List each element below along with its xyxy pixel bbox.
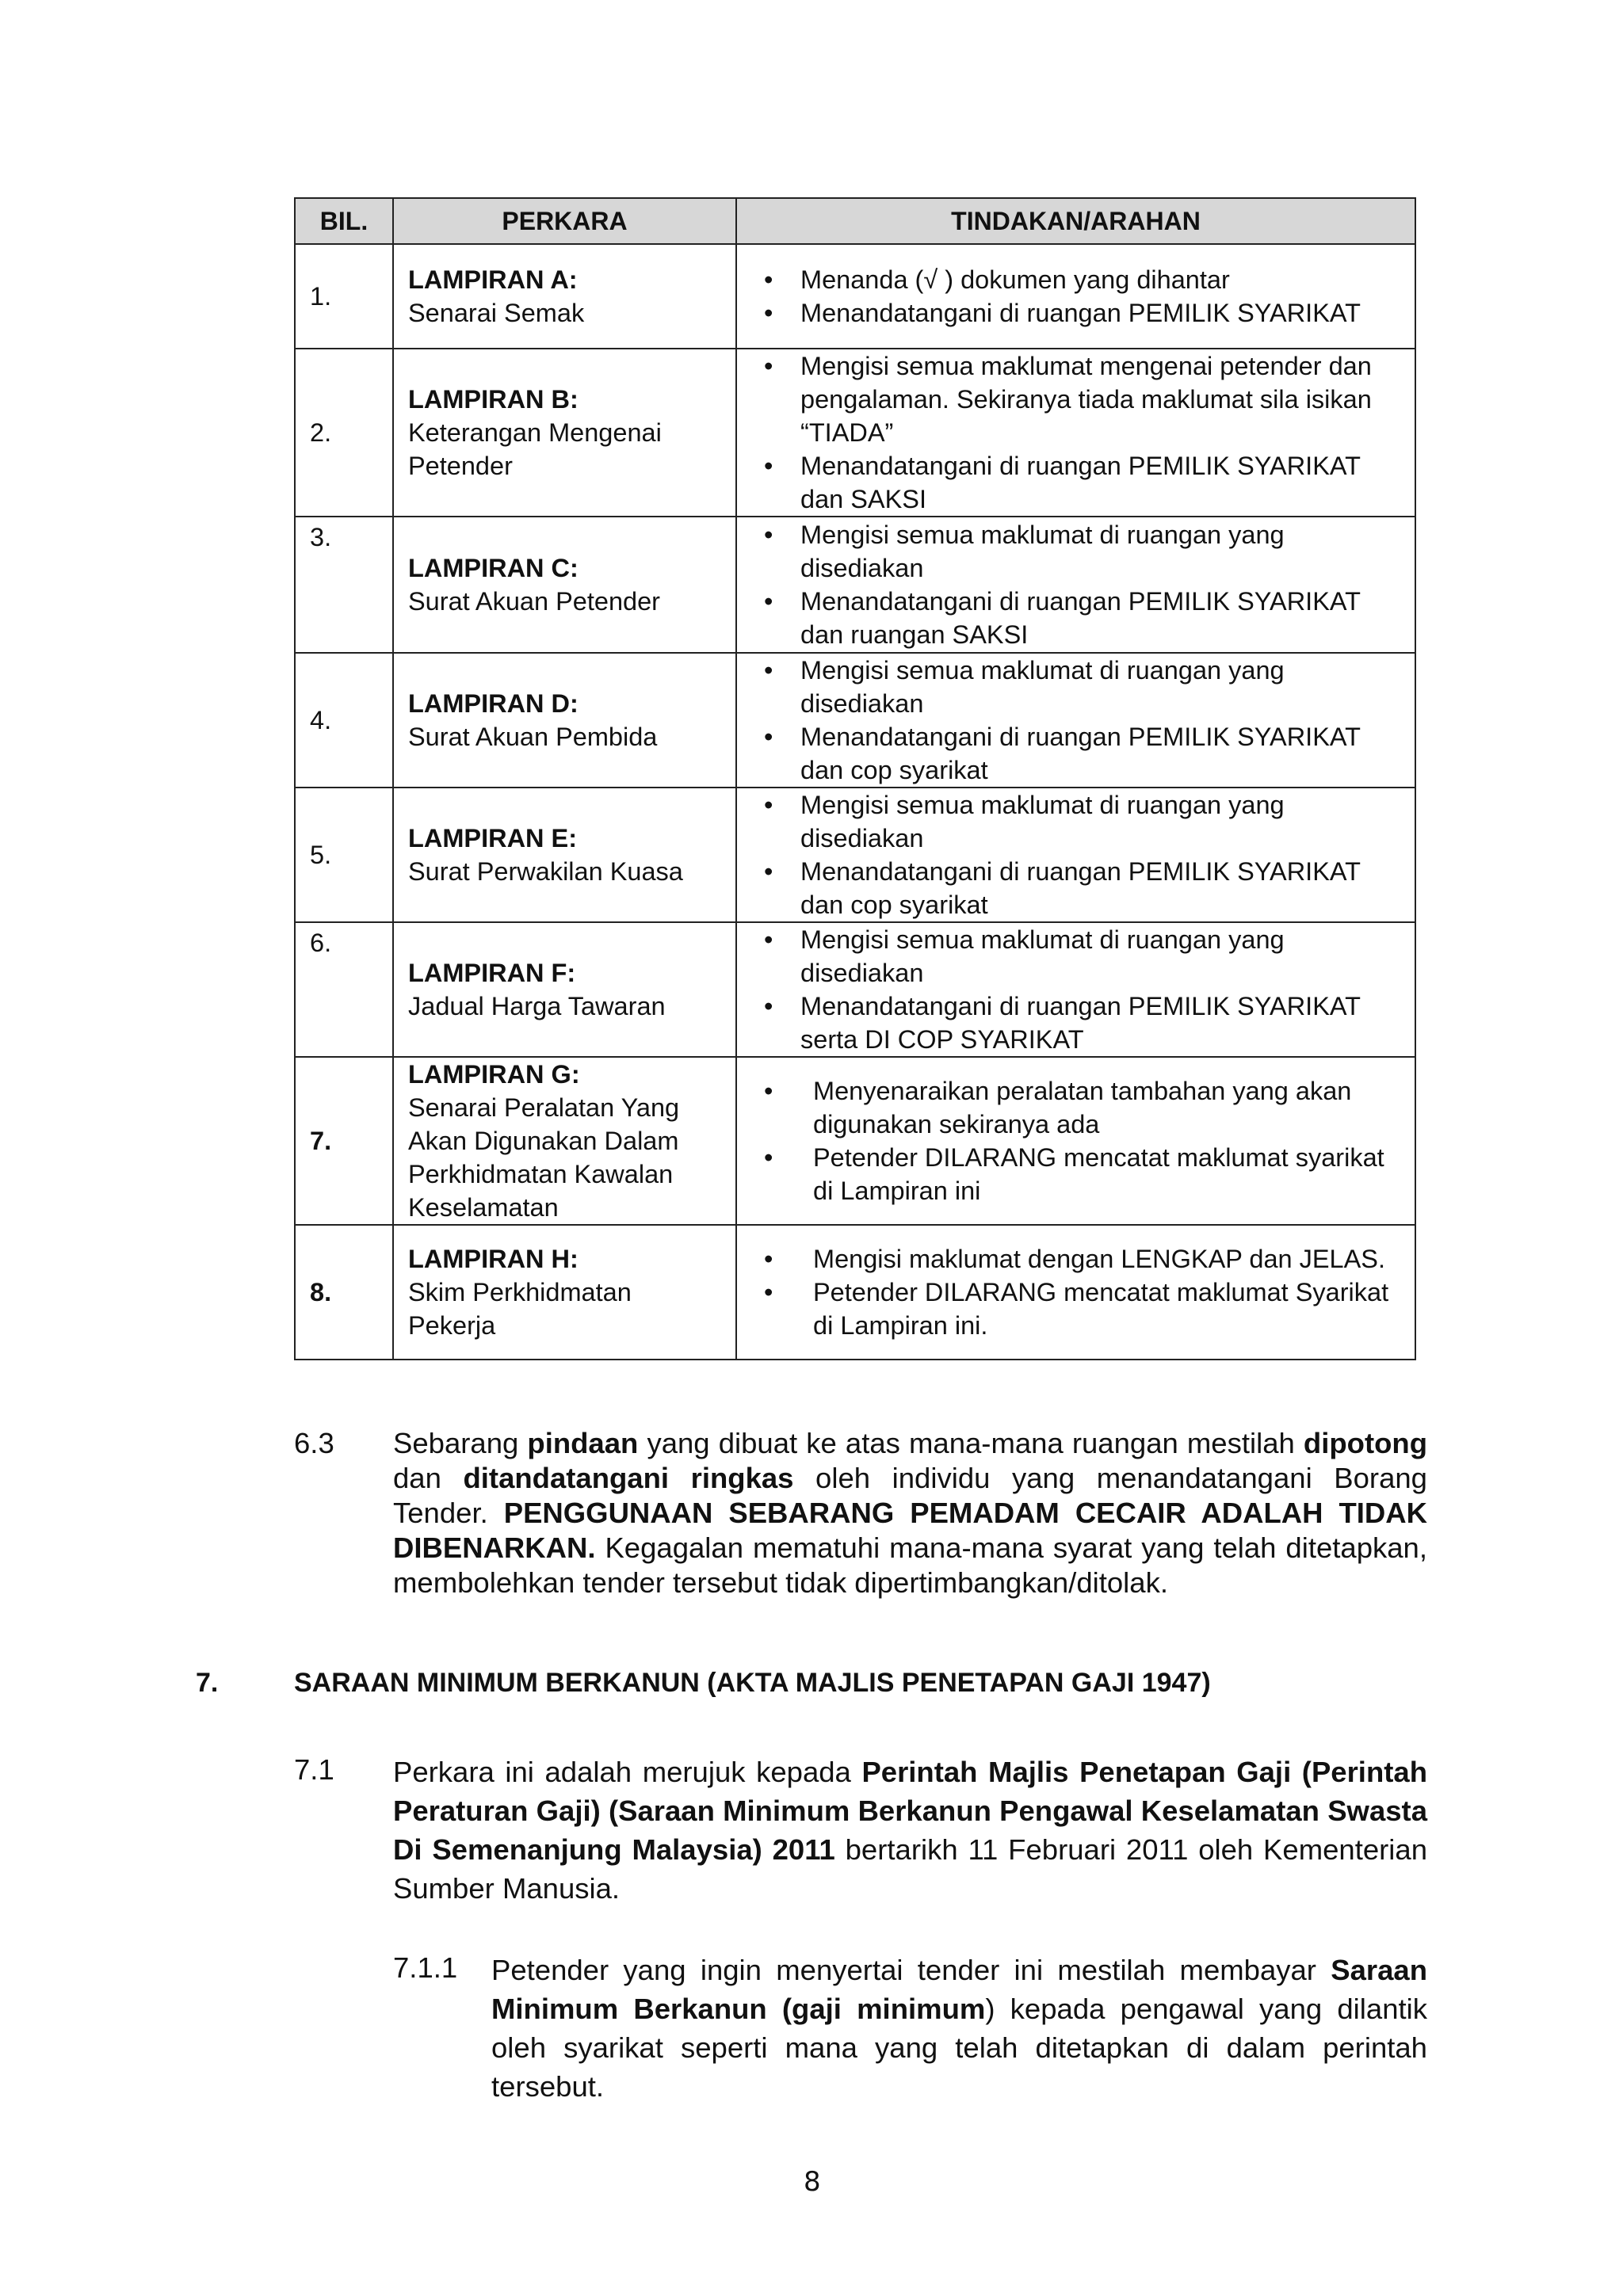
action-item: • Petender DILARANG mencatat maklumat Syarikat di Lampiran ini. xyxy=(737,1276,1408,1342)
section-7-number: 7. xyxy=(196,1668,219,1698)
row-perkara xyxy=(393,517,736,653)
row-number: 7. xyxy=(295,1057,393,1225)
row-perkara xyxy=(393,653,736,788)
action-item: • Mengisi semua maklumat di ruangan yang disediakan xyxy=(737,518,1408,585)
lampiran-code: LAMPIRAN F: xyxy=(408,959,576,987)
lampiran-desc: Perkhidmatan Kawalan xyxy=(408,1160,674,1188)
lampiran-desc: Surat Perwakilan Kuasa xyxy=(408,857,683,886)
section-6-3-text: Sebarang pindaan yang dibuat ke atas mana-mana ruangan mestilah dipotong dan ditandatangani ringkas oleh individu yang menandatangani Borang Tender. PENGGUNAAN SEBARANG PEMADAM CECAIR ADALAH TIDAK DIBENARKAN. Kegagalan mematuhi mana-mana syarat yang telah ditetapkan, membolehkan tender tersebut tidak dipertimbangkan/ditolak. xyxy=(393,1427,1427,1599)
row-number: 2. xyxy=(295,349,393,517)
table-row xyxy=(295,244,1415,349)
action-item: • Menyenaraikan peralatan tambahan yang akan digunakan sekiranya ada xyxy=(737,1074,1408,1141)
row-number: 4. xyxy=(295,653,393,788)
row-perkara xyxy=(393,244,736,349)
row-number: 6. xyxy=(295,922,393,1057)
row-perkara xyxy=(393,349,736,517)
lampiran-desc: Jadual Harga Tawaran xyxy=(408,992,666,1020)
table-header-row xyxy=(295,198,1415,244)
lampiran-desc: Pekerja xyxy=(408,1311,496,1340)
section-6-3-number: 6.3 xyxy=(294,1427,334,1459)
lampiran-code: LAMPIRAN G: xyxy=(408,1060,580,1089)
table-row xyxy=(295,653,1415,788)
table-row xyxy=(295,788,1415,922)
table-row xyxy=(295,922,1415,1057)
action-item: • Menandatangani di ruangan PEMILIK SYARIKAT serta DI COP SYARIKAT xyxy=(737,990,1408,1056)
lampiran-desc: Akan Digunakan Dalam xyxy=(408,1127,679,1155)
row-perkara xyxy=(393,1225,736,1360)
row-perkara xyxy=(393,922,736,1057)
action-item: • Mengisi semua maklumat di ruangan yang disediakan xyxy=(737,654,1408,720)
action-item: • Mengisi semua maklumat mengenai petender dan pengalaman. Sekiranya tiada maklumat sila isikan “TIADA” xyxy=(737,349,1408,449)
row-actions xyxy=(736,1225,1415,1360)
lampiran-desc: Surat Akuan Petender xyxy=(408,587,661,616)
lampiran-table xyxy=(294,197,1416,1360)
section-7-title: SARAAN MINIMUM BERKANUN (AKTA MAJLIS PENETAPAN GAJI 1947) xyxy=(294,1668,1211,1698)
lampiran-desc: Senarai Semak xyxy=(408,299,585,327)
lampiran-code: LAMPIRAN H: xyxy=(408,1245,579,1273)
row-actions xyxy=(736,517,1415,653)
action-item: • Mengisi semua maklumat di ruangan yang disediakan xyxy=(737,923,1408,990)
action-item: • Menandatangani di ruangan PEMILIK SYARIKAT dan cop syarikat xyxy=(737,720,1408,787)
lampiran-code: LAMPIRAN C: xyxy=(408,554,579,582)
lampiran-desc: Keterangan Mengenai xyxy=(408,418,662,447)
action-item: • Menanda (√ ) dokumen yang dihantar xyxy=(737,263,1408,296)
row-number: 3. xyxy=(295,517,393,653)
lampiran-desc: Keselamatan xyxy=(408,1193,559,1222)
table-row xyxy=(295,517,1415,653)
action-item: • Menandatangani di ruangan PEMILIK SYARIKAT dan ruangan SAKSI xyxy=(737,585,1408,651)
row-actions xyxy=(736,653,1415,788)
page-number: 8 xyxy=(804,2166,821,2198)
row-actions xyxy=(736,349,1415,517)
section-7-1-1-number: 7.1.1 xyxy=(393,1951,458,1984)
header-bil: BIL. xyxy=(295,198,393,244)
lampiran-desc: Petender xyxy=(408,452,513,480)
row-perkara xyxy=(393,1057,736,1225)
row-actions xyxy=(736,788,1415,922)
lampiran-code: LAMPIRAN E: xyxy=(408,824,578,852)
lampiran-desc: Surat Akuan Pembida xyxy=(408,723,658,751)
header-tindakan: TINDAKAN/ARAHAN xyxy=(736,198,1415,244)
action-item: • Mengisi semua maklumat di ruangan yang disediakan xyxy=(737,788,1408,855)
table-row xyxy=(295,1225,1415,1360)
section-7-1-text: Perkara ini adalah merujuk kepada Perintah Majlis Penetapan Gaji (Perintah Peraturan Gaji) (Saraan Minimum Berkanun Pengawal Keselamatan Swasta Di Semenanjung Malaysia) 2011 bertarikh 11 Februari 2011 oleh Kementerian Sumber Manusia. xyxy=(393,1756,1428,1905)
lampiran-code: LAMPIRAN D: xyxy=(408,689,579,718)
section-7-1-1-text: Petender yang ingin menyertai tender ini mestilah membayar Saraan Minimum Berkanun (gaji minimum) kepada pengawal yang dilantik oleh syarikat seperti mana yang telah ditetapkan di dalam perintah tersebut. xyxy=(491,1954,1427,2103)
table-row xyxy=(295,349,1415,517)
table-row xyxy=(295,1057,1415,1225)
row-number: 5. xyxy=(295,788,393,922)
row-number: 8. xyxy=(295,1225,393,1360)
action-item: • Petender DILARANG mencatat maklumat syarikat di Lampiran ini xyxy=(737,1141,1408,1207)
row-perkara xyxy=(393,788,736,922)
lampiran-desc: Skim Perkhidmatan xyxy=(408,1278,632,1306)
section-7-1-number: 7.1 xyxy=(294,1753,334,1786)
lampiran-code: LAMPIRAN A: xyxy=(408,265,578,294)
action-item: • Menandatangani di ruangan PEMILIK SYARIKAT dan cop syarikat xyxy=(737,855,1408,921)
row-number: 1. xyxy=(295,244,393,349)
action-item: • Menandatangani di ruangan PEMILIK SYARIKAT dan SAKSI xyxy=(737,449,1408,516)
lampiran-code: LAMPIRAN B: xyxy=(408,385,579,414)
header-perkara: PERKARA xyxy=(393,198,736,244)
row-actions xyxy=(736,1057,1415,1225)
row-actions xyxy=(736,244,1415,349)
action-item: • Mengisi maklumat dengan LENGKAP dan JELAS. xyxy=(737,1242,1408,1276)
action-item: • Menandatangani di ruangan PEMILIK SYARIKAT xyxy=(737,296,1408,330)
lampiran-desc: Senarai Peralatan Yang xyxy=(408,1093,680,1122)
row-actions xyxy=(736,922,1415,1057)
